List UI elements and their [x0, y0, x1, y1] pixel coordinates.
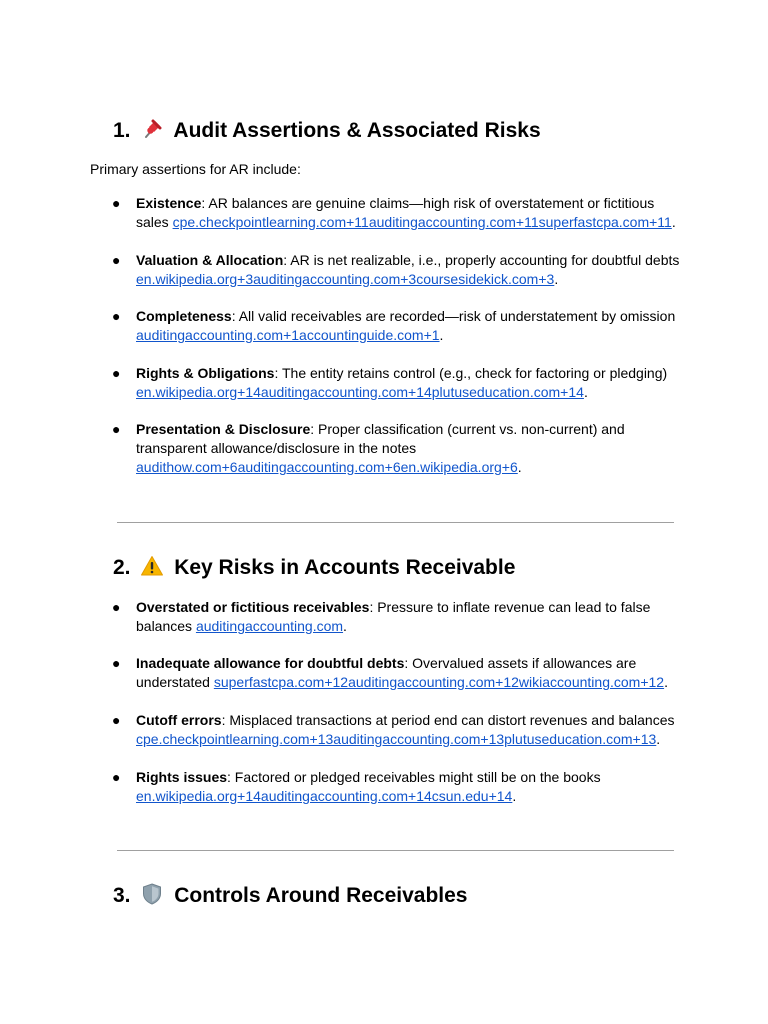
bullet: ●: [112, 252, 121, 268]
list-item: [112, 711, 682, 749]
item-text: : Factored or pledged receivables might still be on the books: [227, 769, 601, 785]
item-text: : Proper classification (current vs. non-current) and transparent allowance/disclosure in the notes: [136, 421, 625, 456]
item-text: : Pressure to inflate revenue can lead to false balances: [136, 599, 651, 634]
section-1-heading: [113, 117, 541, 144]
source-link[interactable]: auditingaccounting.com+1accountinguide.com+1: [136, 327, 440, 343]
list-item: [112, 598, 682, 636]
warning-icon: [140, 554, 164, 578]
item-term: Overstated or fictitious receivables: [136, 599, 370, 615]
source-link[interactable]: auditingaccounting.com: [195, 618, 344, 634]
item-term: Inadequate allowance for doubtful debts: [136, 655, 405, 671]
section-3-number: 3.: [113, 884, 131, 907]
source-link[interactable]: cpe.checkpointlearning.com+13auditingaccounting.com+13plutuseducation.com+13: [136, 731, 657, 747]
shield-icon: [140, 882, 164, 906]
item-end: .: [583, 384, 588, 400]
list-item: [112, 420, 682, 477]
source-link[interactable]: en.wikipedia.org+3auditingaccounting.com+3coursesidekick.com+3: [136, 271, 555, 287]
list-item: [112, 654, 682, 692]
bullet: ●: [112, 599, 121, 615]
list-item: [112, 307, 682, 345]
section-2-number: 2.: [113, 556, 131, 579]
section-divider: [117, 522, 674, 523]
section-2-title: Key Risks in Accounts Receivable: [174, 556, 516, 579]
item-end: .: [512, 788, 517, 804]
item-end: .: [554, 271, 559, 287]
section-3-title: Controls Around Receivables: [174, 884, 468, 907]
bullet: ●: [112, 365, 121, 381]
item-end: .: [439, 327, 444, 343]
item-end: .: [664, 674, 668, 690]
pushpin-icon: [140, 117, 164, 141]
item-term: Presentation & Disclosure: [136, 421, 311, 437]
item-text: : Misplaced transactions at period end can distort revenues and balances: [221, 712, 675, 728]
list-item: [112, 364, 682, 402]
item-term: Rights & Obligations: [136, 365, 275, 381]
section-1-intro: Primary assertions for AR include:: [90, 161, 301, 177]
item-end: .: [517, 459, 522, 475]
section-divider: [117, 850, 674, 851]
source-link[interactable]: audithow.com+6auditingaccounting.com+6en.wikipedia.org+6: [136, 459, 518, 475]
item-end: .: [343, 618, 347, 634]
item-text: : AR is net realizable, i.e., properly accounting for doubtful debts: [283, 252, 680, 268]
list-item: [112, 768, 682, 806]
source-link[interactable]: en.wikipedia.org+14auditingaccounting.com+14csun.edu+14: [136, 788, 513, 804]
item-term: Rights issues: [136, 769, 228, 785]
item-term: Existence: [136, 195, 202, 211]
source-link[interactable]: superfastcpa.com+12auditingaccounting.com+12wikiaccounting.com+12: [213, 674, 665, 690]
item-term: Valuation & Allocation: [136, 252, 284, 268]
source-link[interactable]: en.wikipedia.org+14auditingaccounting.com+14plutuseducation.com+14: [136, 384, 584, 400]
item-end: .: [656, 731, 661, 747]
list-item: [112, 194, 682, 232]
item-text: : AR balances are genuine claims—high risk of overstatement or fictitious sales: [136, 195, 655, 230]
bullet: ●: [112, 421, 121, 437]
bullet: ●: [112, 655, 121, 671]
item-term: Cutoff errors: [136, 712, 222, 728]
section-3-heading: [113, 882, 468, 909]
section-2-heading: [113, 554, 515, 581]
item-text: : All valid receivables are recorded—risk of understatement by omission: [231, 308, 676, 324]
bullet: ●: [112, 712, 121, 728]
bullet: ●: [112, 195, 121, 211]
item-text: : Overvalued assets if allowances are understated: [136, 655, 637, 690]
bullet: ●: [112, 308, 121, 324]
item-term: Completeness: [136, 308, 232, 324]
section-1-title: Audit Assertions & Associated Risks: [173, 119, 541, 142]
source-link[interactable]: cpe.checkpointlearning.com+11auditingaccounting.com+11superfastcpa.com+11: [172, 214, 672, 230]
item-end: .: [671, 214, 676, 230]
item-text: : The entity retains control (e.g., check for factoring or pledging): [274, 365, 668, 381]
bullet: ●: [112, 769, 121, 785]
list-item: [112, 251, 682, 289]
section-1-number: 1.: [113, 119, 131, 142]
